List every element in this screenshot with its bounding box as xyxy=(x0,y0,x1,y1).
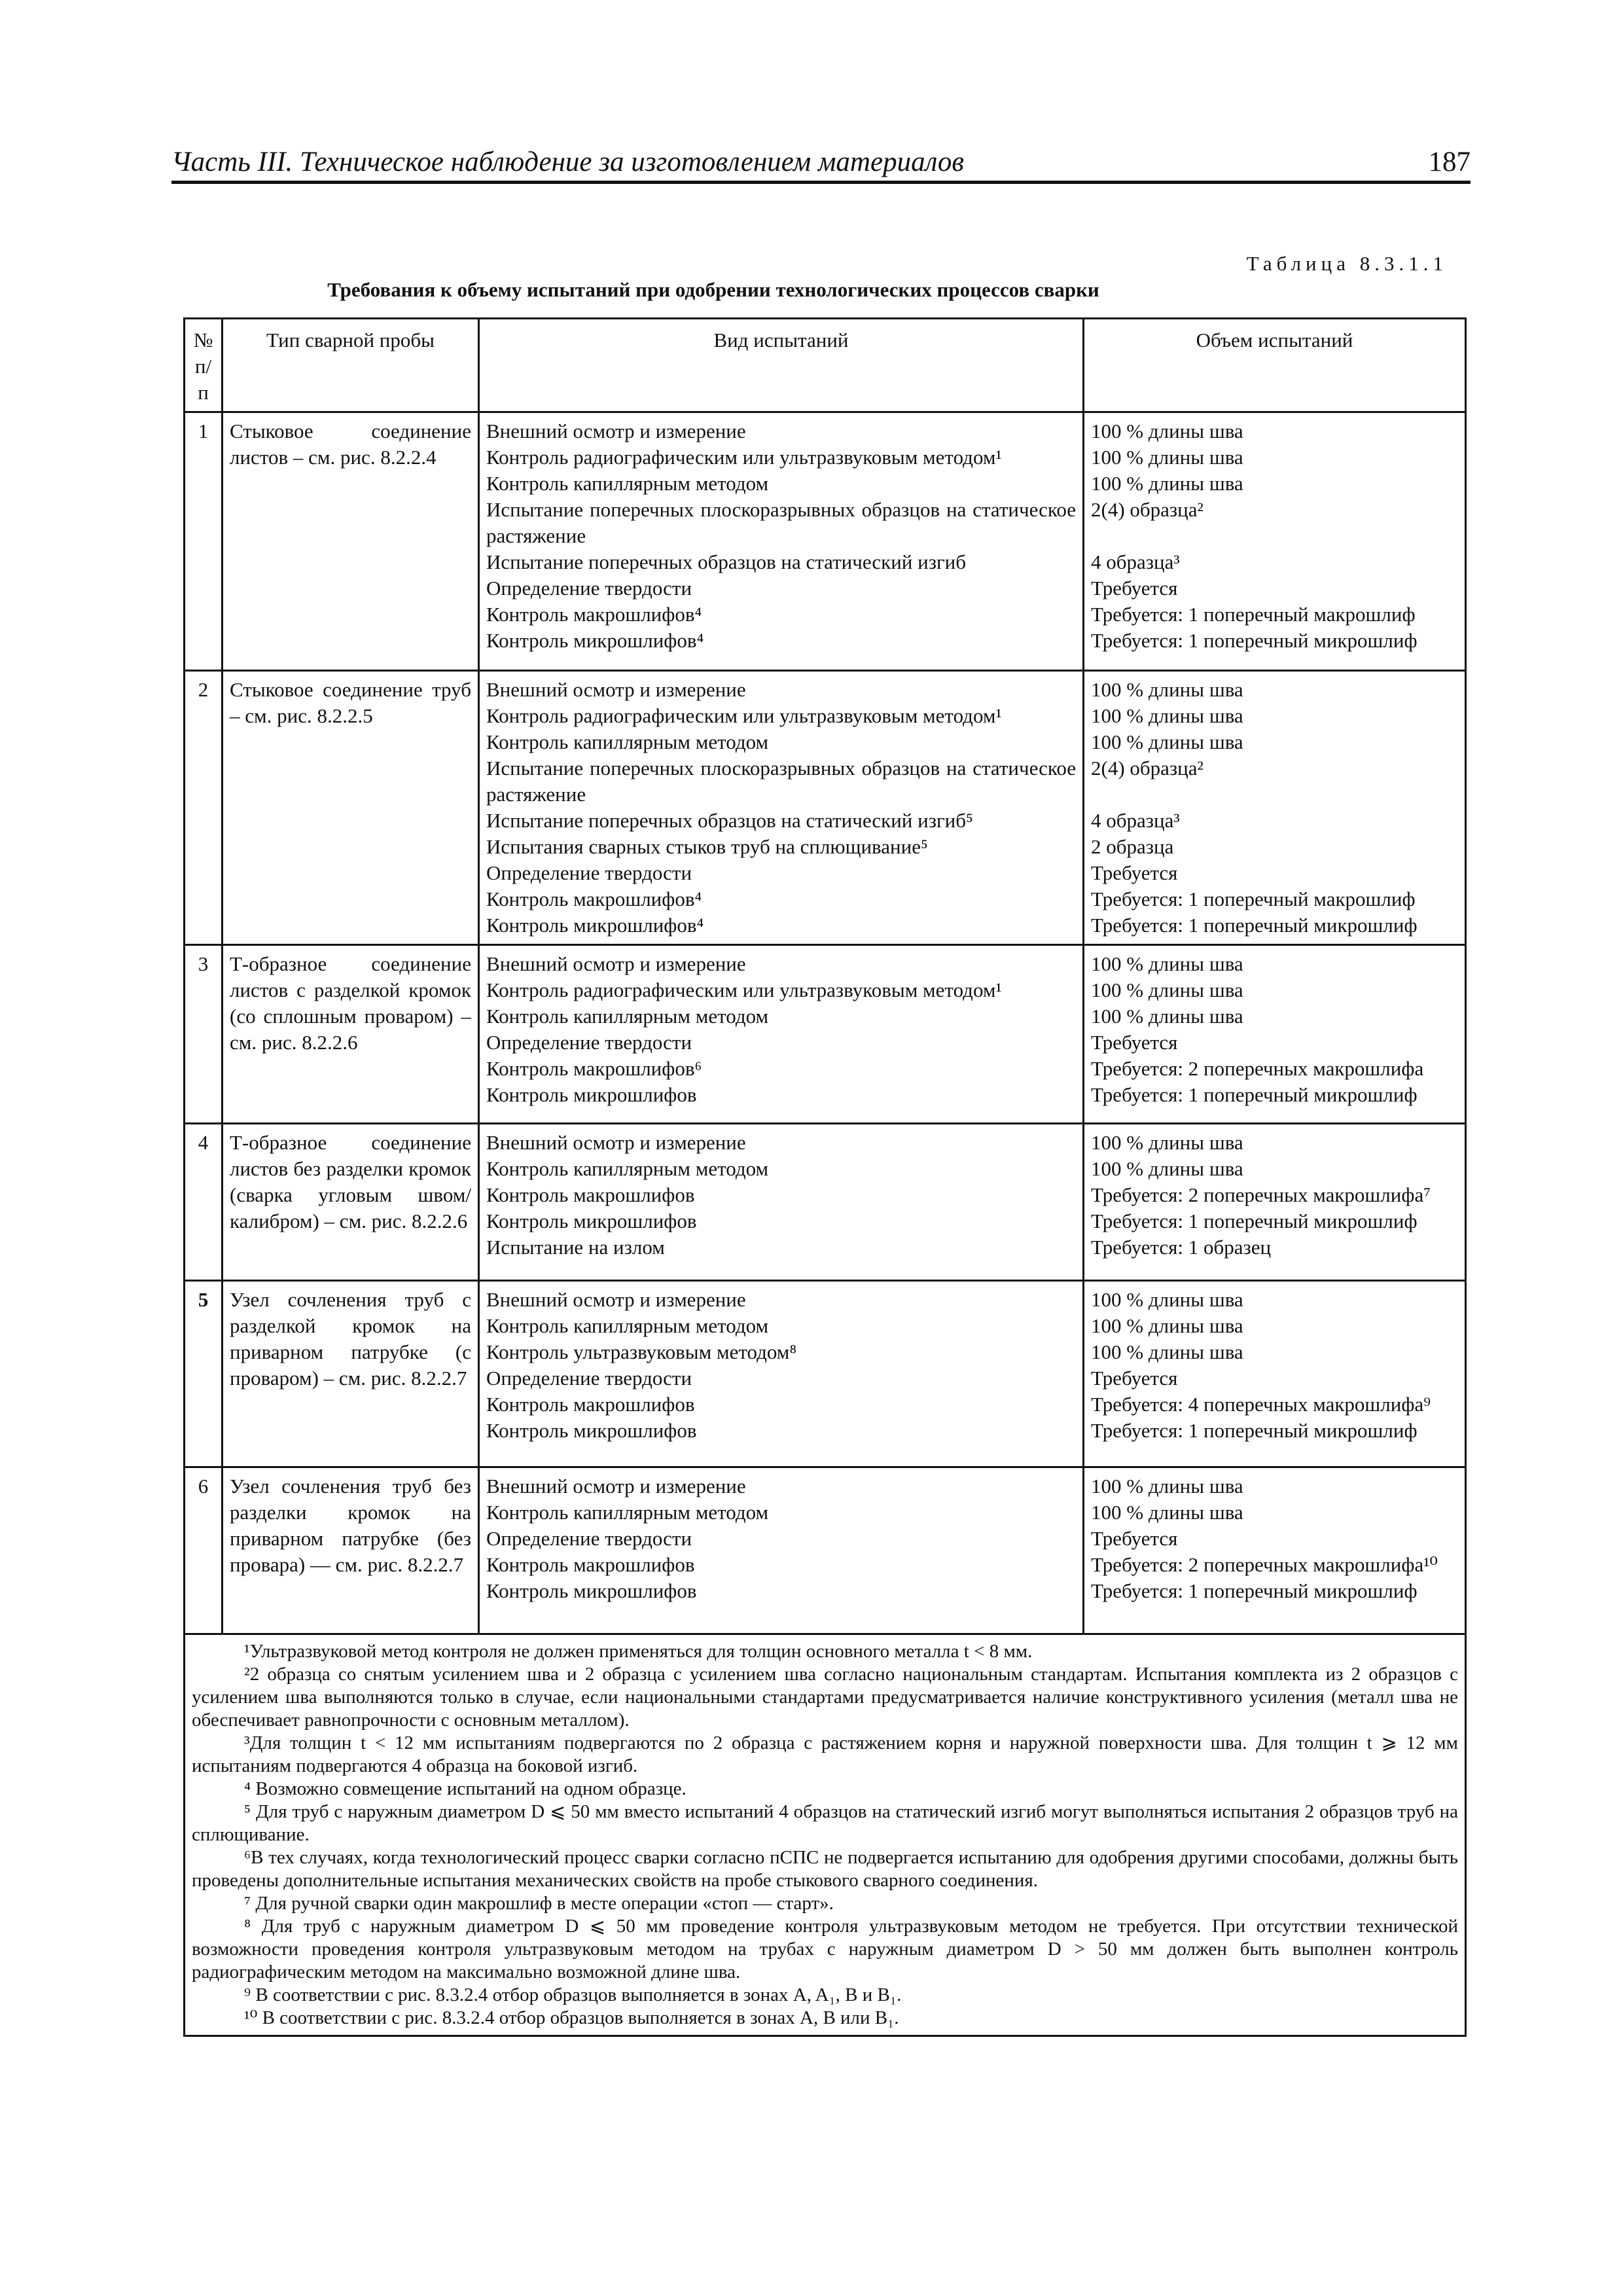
test-volume-item: Требуется: 1 поперечный микрошлиф xyxy=(1091,1210,1418,1232)
test-volume-item: 100 % длины шва xyxy=(1091,978,1243,1001)
test-type-item: Контроль микрошлифов xyxy=(486,1579,697,1602)
test-type-item: Контроль макрошлифов⁴ xyxy=(486,603,702,626)
footnotes xyxy=(185,1634,1466,2036)
sample-type-cell: Узел сочленения труб с разделкой кромок на приварном патрубке (с проваром) – см. рис. 8.2.2.7 xyxy=(223,1281,479,1467)
row-number: 4 xyxy=(185,1124,223,1281)
test-type-item: Контроль микрошлифов xyxy=(486,1210,697,1232)
table-row xyxy=(185,1124,1466,1281)
test-type-item: Контроль капиллярным методом xyxy=(486,472,769,495)
test-type-item: Контроль микрошлифов xyxy=(486,1419,697,1442)
test-type-item: Испытание поперечных плоскоразрывных образцов на статическое растяжение xyxy=(486,757,1076,806)
table-label: Таблица 8.3.1.1 xyxy=(1246,252,1448,275)
sample-type-cell: Т-образное соединение листов с разделкой кромок (со сплошным проваром) – см. рис. 8.2.2.6 xyxy=(223,945,479,1124)
col-header-number: № п/п xyxy=(185,319,223,412)
test-volume-cell xyxy=(1084,671,1466,945)
test-volume-item: 100 % длины шва xyxy=(1091,952,1243,975)
test-volume-item: 100 % длины шва xyxy=(1091,1475,1243,1498)
test-volume-item: 2(4) образца² xyxy=(1091,498,1204,521)
footnote: ²2 образца со снятым усилением шва и 2 образца с усилением шва согласно национальным стандартам. Испытания комплекта из 2 образцов с усилением шва выполняются только в случае, если национальными стандартами предусматривается наличие конструктивного усиления (металл шва не обеспечивает равнопрочности с основным металлом). xyxy=(192,1664,1458,1731)
test-volume-item: Требуется: 1 поперечный макрошлиф xyxy=(1091,603,1416,626)
test-types-cell xyxy=(479,1281,1084,1467)
test-volume-item: Требуется xyxy=(1091,1367,1178,1390)
test-volume-item: 100 % длины шва xyxy=(1091,730,1243,753)
running-title: Часть III. Техническое наблюдение за изготовлением материалов xyxy=(171,147,965,177)
sample-type-cell: Стыковое соединение труб – см. рис. 8.2.2.5 xyxy=(223,671,479,945)
test-types-cell xyxy=(479,412,1084,671)
test-volume-item: Требуется: 2 поперечных макрошлифа xyxy=(1091,1057,1424,1080)
test-volume-cell xyxy=(1084,945,1466,1124)
test-types-cell xyxy=(479,671,1084,945)
test-volume-cell xyxy=(1084,412,1466,671)
test-volume-item: 2 образца xyxy=(1091,835,1174,858)
table-header-row xyxy=(185,319,1466,412)
test-volume-item: 100 % длины шва xyxy=(1091,1005,1243,1028)
test-volume-item: 100 % длины шва xyxy=(1091,446,1243,469)
test-volume-item: Требуется: 1 поперечный микрошлиф xyxy=(1091,629,1418,652)
test-volume-item: Требуется xyxy=(1091,577,1178,600)
test-volume-cell xyxy=(1084,1467,1466,1634)
test-type-item: Испытания сварных стыков труб на сплющивание⁵ xyxy=(486,835,928,858)
test-volume-item: Требуется: 1 поперечный макрошлиф xyxy=(1091,888,1416,910)
test-volume-item: Требуется: 1 образец xyxy=(1091,1236,1272,1259)
test-volume-item: Требуется: 2 поперечных макрошлифа⁷ xyxy=(1091,1183,1431,1206)
test-volume-item: 100 % длины шва xyxy=(1091,678,1243,701)
footnote: ⁹ В соответствии с рис. 8.3.2.4 отбор образцов выполняется в зонах A, A₁, B и B₁. xyxy=(244,1984,902,2005)
test-type-item: Внешний осмотр и измерение xyxy=(486,1475,746,1498)
table-row xyxy=(185,1281,1466,1467)
test-types-cell xyxy=(479,1467,1084,1634)
test-volume-item xyxy=(1091,781,1458,808)
test-type-item: Определение твердости xyxy=(486,1031,692,1054)
footnote: ¹⁰ В соответствии с рис. 8.3.2.4 отбор образцов выполняется в зонах A, B или B₁. xyxy=(244,2007,899,2028)
test-volume-item: 100 % длины шва xyxy=(1091,1501,1243,1524)
page-number: 187 xyxy=(1428,147,1471,177)
test-volume-item: 4 образца³ xyxy=(1091,550,1180,573)
test-volume-item xyxy=(1091,523,1458,549)
table-row xyxy=(185,1467,1466,1634)
page-header xyxy=(171,140,1471,184)
test-type-item: Внешний осмотр и измерение xyxy=(486,1131,746,1154)
requirements-table xyxy=(183,317,1467,2037)
test-volume-item: Требуется xyxy=(1091,1031,1178,1054)
test-type-item: Контроль микрошлифов⁴ xyxy=(486,629,704,652)
test-type-item: Определение твердости xyxy=(486,1527,692,1550)
test-type-item: Контроль микрошлифов⁴ xyxy=(486,914,704,937)
footnotes-row xyxy=(185,1634,1466,2036)
test-type-item: Контроль макрошлифов xyxy=(486,1553,695,1576)
table-row xyxy=(185,671,1466,945)
footnote: ³Для толщин t < 12 мм испытаниям подвергаются по 2 образца с растяжением корня и наружной поверхности шва. Для толщин t ⩾ 12 мм испытаниям подвергаются 4 образца на боковой изгиб. xyxy=(192,1732,1458,1776)
test-volume-cell xyxy=(1084,1281,1466,1467)
table-title: Требования к объему испытаний при одобрении технологических процессов сварки xyxy=(327,278,1099,301)
footnote: ⁸ Для труб с наружным диаметром D ⩽ 50 мм проведение контроля ультразвуковым методом не требуется. При отсутствии технической возможности проведения контроля ультразвуковым методом на трубах с наружным диаметром D > 50 мм должен быть выполнен контроль радиографическим методом на максимально возможной длине шва. xyxy=(192,1916,1458,1982)
test-type-item: Внешний осмотр и измерение xyxy=(486,1288,746,1311)
table-row xyxy=(185,412,1466,671)
test-volume-item: 100 % длины шва xyxy=(1091,1340,1243,1363)
test-type-item: Определение твердости xyxy=(486,861,692,884)
test-volume-item: 100 % длины шва xyxy=(1091,420,1243,442)
footnote: ⁵ Для труб с наружным диаметром D ⩽ 50 мм вместо испытаний 4 образцов на статический изгиб могут выполняться испытания 2 образцов труб на сплющивание. xyxy=(192,1801,1458,1845)
test-type-item: Внешний осмотр и измерение xyxy=(486,420,746,442)
sample-type-cell: Стыковое соединение листов – см. рис. 8.2.2.4 xyxy=(223,412,479,671)
row-number: 5 xyxy=(185,1281,223,1467)
table-row xyxy=(185,945,1466,1124)
col-header-test-volume: Объем испытаний xyxy=(1084,319,1466,412)
sample-type-cell: Узел сочленения труб без разделки кромок на приварном патрубке (без провара) — см. рис. 8.2.2.7 xyxy=(223,1467,479,1634)
test-type-item: Контроль макрошлифов⁴ xyxy=(486,888,702,910)
test-volume-item: 100 % длины шва xyxy=(1091,1131,1243,1154)
test-volume-item: 100 % длины шва xyxy=(1091,704,1243,727)
test-volume-item: Требуется: 4 поперечных макрошлифа⁹ xyxy=(1091,1393,1431,1416)
test-volume-item: Требуется: 1 поперечный микрошлиф xyxy=(1091,1083,1418,1106)
test-volume-item: 100 % длины шва xyxy=(1091,1314,1243,1337)
test-type-item: Испытание поперечных плоскоразрывных образцов на статическое растяжение xyxy=(486,498,1076,547)
test-type-item: Контроль радиографическим или ультразвуковым методом¹ xyxy=(486,704,1002,727)
test-type-item: Испытание поперечных образцов на статический изгиб xyxy=(486,550,967,573)
test-type-item: Определение твердости xyxy=(486,577,692,600)
test-volume-item: 100 % длины шва xyxy=(1091,1288,1243,1311)
test-volume-item: Требуется xyxy=(1091,861,1178,884)
test-type-item: Испытание на излом xyxy=(486,1236,665,1259)
test-types-cell xyxy=(479,1124,1084,1281)
test-type-item: Контроль ультразвуковым методом⁸ xyxy=(486,1340,797,1363)
col-header-sample-type: Тип сварной пробы xyxy=(223,319,479,412)
test-type-item: Испытание поперечных образцов на статический изгиб⁵ xyxy=(486,809,973,832)
test-type-item: Контроль микрошлифов xyxy=(486,1083,697,1106)
test-type-item: Контроль капиллярным методом xyxy=(486,1005,769,1028)
test-type-item: Контроль радиографическим или ультразвуковым методом¹ xyxy=(486,446,1002,469)
test-type-item: Внешний осмотр и измерение xyxy=(486,952,746,975)
sample-type-cell: Т-образное соединение листов без разделки кромок (сварка угловым швом/калибром) – см. рис. 8.2.2.6 xyxy=(223,1124,479,1281)
test-volume-item: Требуется: 1 поперечный микрошлиф xyxy=(1091,914,1418,937)
footnote: ⁶В тех случаях, когда технологический процесс сварки согласно пСПС не подвергается испытанию для одобрения другими способами, должны быть проведены дополнительные испытания механических свойств на пробе стыкового сварного соединения. xyxy=(192,1847,1458,1891)
row-number: 1 xyxy=(185,412,223,671)
test-types-cell xyxy=(479,945,1084,1124)
test-type-item: Определение твердости xyxy=(486,1367,692,1390)
test-volume-item: Требуется: 1 поперечный микрошлиф xyxy=(1091,1579,1418,1602)
test-volume-item: Требуется xyxy=(1091,1527,1178,1550)
test-type-item: Контроль макрошлифов⁶ xyxy=(486,1057,702,1080)
row-number: 6 xyxy=(185,1467,223,1634)
test-volume-item: Требуется: 2 поперечных макрошлифа¹⁰ xyxy=(1091,1553,1438,1576)
footnote: ⁷ Для ручной сварки один макрошлиф в месте операции «стоп — старт». xyxy=(244,1893,834,1914)
footnote: ⁴ Возможно совмещение испытаний на одном образце. xyxy=(244,1778,687,1799)
test-type-item: Контроль капиллярным методом xyxy=(486,1157,769,1180)
test-type-item: Контроль капиллярным методом xyxy=(486,1314,769,1337)
test-volume-item: Требуется: 1 поперечный микрошлиф xyxy=(1091,1419,1418,1442)
test-volume-item: 4 образца³ xyxy=(1091,809,1180,832)
test-volume-item: 100 % длины шва xyxy=(1091,472,1243,495)
test-type-item: Контроль макрошлифов xyxy=(486,1183,695,1206)
test-volume-item: 2(4) образца² xyxy=(1091,757,1204,780)
row-number: 2 xyxy=(185,671,223,945)
table-body xyxy=(185,412,1466,1634)
test-type-item: Контроль капиллярным методом xyxy=(486,730,769,753)
test-volume-cell xyxy=(1084,1124,1466,1281)
test-volume-item: 100 % длины шва xyxy=(1091,1157,1243,1180)
test-type-item: Контроль радиографическим или ультразвуковым методом¹ xyxy=(486,978,1002,1001)
test-type-item: Контроль макрошлифов xyxy=(486,1393,695,1416)
test-type-item: Внешний осмотр и измерение xyxy=(486,678,746,701)
test-type-item: Контроль капиллярным методом xyxy=(486,1501,769,1524)
footnote: ¹Ультразвуковой метод контроля не должен применяться для толщин основного металла t < 8 мм. xyxy=(244,1641,1033,1662)
col-header-test-type: Вид испытаний xyxy=(479,319,1084,412)
row-number: 3 xyxy=(185,945,223,1124)
